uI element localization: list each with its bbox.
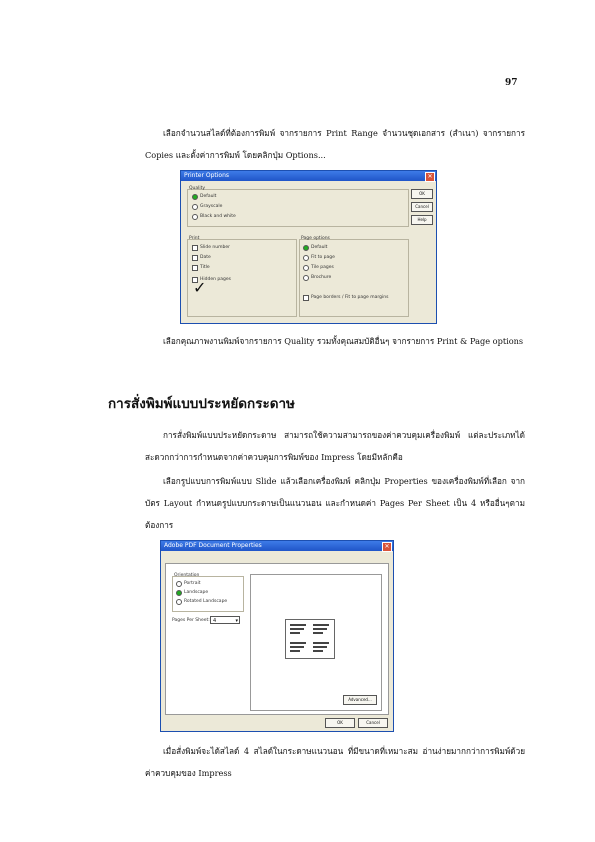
quality-option-default: Default xyxy=(200,194,217,199)
print-option-hidden-pages: Hidden pages xyxy=(200,277,231,282)
ok-button[interactable]: OK xyxy=(411,189,433,199)
orientation-radio-landscape[interactable] xyxy=(176,590,182,596)
paragraph-economy-print: การสั่งพิมพ์แบบประหยัดกระดาษ สามารถใช้ความสามารถของค่าควบคุมเครื่องพิมพ์ แต่ละประเภทได้สะดวกกว่าการกำหนดจากค่าควบคุมการพิมพ์ของ Impress โดยมีหลักคือ xyxy=(145,430,525,462)
printer-options-dialog xyxy=(180,170,437,324)
paragraph-result: เมื่อสั่งพิมพ์จะได้สไลด์ 4 สไลด์ในกระดาษแนวนอน ที่มีขนาดที่เหมาะสม อ่านง่ายมากกว่าการพิมพ์ด้วยค่าควบคุมของ Impress xyxy=(145,746,525,778)
layout-panel xyxy=(165,563,389,715)
close-icon[interactable]: ✕ xyxy=(382,542,392,552)
dialog-title-bar xyxy=(161,541,393,551)
print-option-slide-number: Slide number xyxy=(200,245,230,250)
dialog-title: Printer Options xyxy=(184,172,230,179)
print-check-hidden-pages[interactable]: ✓ xyxy=(193,278,207,297)
print-option-date: Date xyxy=(200,255,211,260)
adobe-pdf-properties-dialog xyxy=(160,540,394,732)
orientation-radio-rotated[interactable] xyxy=(176,599,182,605)
dialog-title: Adobe PDF Document Properties xyxy=(164,542,262,549)
mini-slide xyxy=(288,622,308,637)
quality-option-bw: Black and white xyxy=(200,214,236,219)
page-borders-label: Page borders / Fit to page margins xyxy=(311,295,389,300)
mini-slide xyxy=(311,640,331,655)
page-option-tile: Tile pages xyxy=(311,265,334,270)
landscape-page-preview xyxy=(285,619,335,659)
print-label: Print xyxy=(189,236,200,241)
orientation-option-landscape: Landscape xyxy=(184,590,209,595)
chevron-down-icon: ▾ xyxy=(235,618,238,624)
quality-option-grayscale: Grayscale xyxy=(200,204,223,209)
layout-preview xyxy=(250,574,382,711)
print-check-title[interactable] xyxy=(192,265,198,271)
pages-per-sheet-value: 4 xyxy=(213,618,217,624)
pages-per-sheet-select[interactable] xyxy=(210,616,240,624)
orientation-option-portrait: Portrait xyxy=(184,581,201,586)
page-option-fit: Fit to page xyxy=(311,255,335,260)
close-icon[interactable]: ✕ xyxy=(425,172,435,182)
paragraph-layout-steps: เลือกรูปแบบการพิมพ์แบบ Slide แล้วเลือกเครื่องพิมพ์ คลิกปุ่ม Properties ของเครื่องพิมพ์ที่เลือก จากบัตร Layout กำหนดรูปแบบกระดาษเป็นแนวนอน และกำหนดค่า Pages Per Sheet เป็น 4 หรืออื่นๆตามต้องการ xyxy=(145,476,525,530)
page-options-label: Page options xyxy=(301,236,330,241)
section-heading: การสั่งพิมพ์แบบประหยัดกระดาษ xyxy=(108,396,295,412)
page-option-brochure: Brochure xyxy=(311,275,332,280)
paragraph-print-range: เลือกจำนวนสไลด์ที่ต้องการพิมพ์ จากรายการ Print Range จำนวนชุดเอกสาร (สำเนา) จากรายการ Copies และตั้งค่าการพิมพ์ โดยคลิกปุ่ม Options... xyxy=(145,128,525,160)
ok-button[interactable]: OK xyxy=(325,718,355,728)
advanced-button[interactable]: Advanced... xyxy=(343,695,377,705)
orientation-radio-portrait[interactable] xyxy=(176,581,182,587)
page-borders-checkbox[interactable] xyxy=(303,295,309,301)
page-radio-fit[interactable] xyxy=(303,255,309,261)
quality-label: Quality xyxy=(189,186,206,191)
print-check-date[interactable] xyxy=(192,255,198,261)
mini-slide xyxy=(288,640,308,655)
help-button[interactable]: Help xyxy=(411,215,433,225)
cancel-button[interactable]: Cancel xyxy=(358,718,388,728)
dialog-title-bar xyxy=(181,171,436,181)
orientation-label: Orientation xyxy=(174,573,200,578)
mini-slide xyxy=(311,622,331,637)
page-radio-brochure[interactable] xyxy=(303,275,309,281)
print-check-slide-number[interactable] xyxy=(192,245,198,251)
page-option-default: Default xyxy=(311,245,328,250)
page-radio-tile[interactable] xyxy=(303,265,309,271)
quality-radio-grayscale[interactable] xyxy=(192,204,198,210)
quality-radio-bw[interactable] xyxy=(192,214,198,220)
orientation-option-rotated: Rotated Landscape xyxy=(184,599,228,604)
paragraph-quality: เลือกคุณภาพงานพิมพ์จากรายการ Quality รวมทั้งคุณสมบัติอื่นๆ จากรายการ Print & Page options xyxy=(163,336,524,346)
quality-radio-default[interactable] xyxy=(192,194,198,200)
page-radio-default[interactable] xyxy=(303,245,309,251)
cancel-button[interactable]: Cancel xyxy=(411,202,433,212)
print-option-title: Title xyxy=(200,265,210,270)
page-number: 97 xyxy=(505,78,518,88)
pages-per-sheet-label: Pages Per Sheet: xyxy=(172,618,210,623)
